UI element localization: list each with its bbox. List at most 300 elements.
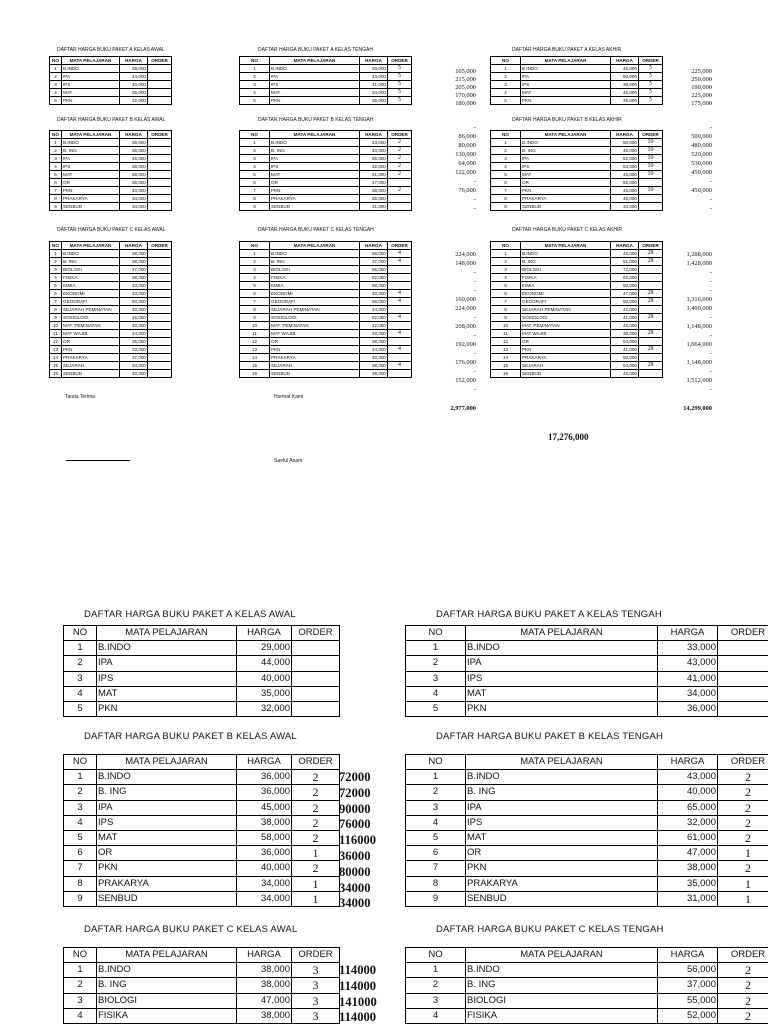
- row-order: 10: [639, 155, 663, 163]
- row-order: 2: [718, 861, 768, 876]
- row-price: 38,000: [237, 1008, 292, 1023]
- row-no: 2: [406, 656, 466, 671]
- table-header: [64, 755, 340, 770]
- table-row: [406, 830, 768, 845]
- row-no: 3: [240, 155, 270, 163]
- table-row: [50, 89, 172, 97]
- row-price: 36,000: [237, 785, 292, 800]
- row-price: 61,000: [360, 171, 388, 179]
- row-subject: SENBUD: [270, 370, 360, 378]
- row-price: 31,000: [658, 891, 718, 906]
- header-no: NO: [240, 131, 270, 139]
- row-price: 52,000: [611, 155, 639, 163]
- line-total: -: [666, 204, 712, 213]
- row-price: 56,000: [360, 298, 388, 306]
- row-subject: B. ING: [62, 258, 120, 266]
- subtotal-tengah: 2,977,000: [430, 405, 476, 412]
- table-row: [240, 73, 412, 81]
- table-header: [491, 131, 663, 139]
- header-no: NO: [64, 626, 97, 641]
- row-subject: B.INDO: [270, 139, 360, 147]
- row-price: 58,000: [120, 171, 148, 179]
- row-subject: MAT: [62, 171, 120, 179]
- table-row: [491, 266, 663, 274]
- row-subject: IPS: [466, 671, 658, 686]
- price-table: [239, 241, 412, 378]
- row-subject: B. ING: [97, 978, 237, 993]
- table-row: [50, 171, 172, 179]
- row-subject: PKN: [62, 346, 120, 354]
- table-row: [240, 306, 412, 314]
- row-price: 38,000: [360, 187, 388, 195]
- row-price: 55,000: [360, 266, 388, 274]
- row-price: 43,000: [658, 770, 718, 785]
- row-subject: OR: [521, 338, 611, 346]
- row-subject: MAT. PEMINATAN: [270, 322, 360, 330]
- table-row: [406, 701, 768, 716]
- row-subject: IPA: [97, 800, 237, 815]
- row-no: 5: [491, 171, 521, 179]
- row-price: 34,000: [120, 362, 148, 370]
- table-row: [406, 671, 768, 686]
- row-price: 45,000: [120, 155, 148, 163]
- line-total: -: [666, 385, 712, 394]
- table-row: [240, 139, 412, 147]
- row-no: 7: [240, 187, 270, 195]
- line-total: 34000: [339, 895, 399, 913]
- table-row: [491, 370, 663, 378]
- price-table: [49, 130, 172, 211]
- line-total: 1,400,000: [666, 304, 712, 313]
- row-order: [388, 370, 412, 378]
- row-no: 3: [50, 155, 62, 163]
- line-total: -: [666, 177, 712, 186]
- table-header: [64, 626, 340, 641]
- table-row: [491, 274, 663, 282]
- row-price: 46,000: [611, 322, 639, 330]
- table-row: [50, 195, 172, 203]
- row-subject: B. ING: [62, 147, 120, 155]
- row-order: 5: [639, 97, 663, 105]
- row-no: 3: [50, 81, 62, 89]
- row-price: 34,000: [120, 203, 148, 211]
- section-title: DAFTAR HARGA BUKU PAKET C KELAS TENGAH: [258, 227, 374, 233]
- header-order: ORDER: [639, 57, 663, 65]
- line-total: 76000: [339, 816, 399, 834]
- row-order: 2: [388, 171, 412, 179]
- header-price: HARGA: [611, 242, 639, 250]
- row-price: 32,000: [658, 815, 718, 830]
- table-row: [240, 346, 412, 354]
- row-subject: B.INDO: [97, 963, 237, 978]
- row-price: 44,000: [360, 346, 388, 354]
- row-no: 4: [491, 274, 521, 282]
- header-subject: MATA PELAJARAN: [97, 755, 237, 770]
- row-no: 4: [240, 274, 270, 282]
- row-price: 40,000: [237, 671, 292, 686]
- row-subject: B.INDO: [466, 770, 658, 785]
- table-header: [406, 626, 768, 641]
- line-total: 1,288,000: [666, 250, 712, 259]
- table-row: [240, 370, 412, 378]
- line-total: -: [430, 177, 476, 186]
- row-subject: GEOGRAFI: [62, 298, 120, 306]
- row-no: 3: [240, 266, 270, 274]
- line-total: 114000: [339, 962, 399, 980]
- row-no: 3: [491, 155, 521, 163]
- header-price: HARGA: [360, 242, 388, 250]
- table-row: [491, 338, 663, 346]
- row-price: 38,000: [658, 861, 718, 876]
- row-no: 2: [240, 147, 270, 155]
- row-subject: MAT WAJIB: [521, 330, 611, 338]
- row-no: 3: [406, 993, 466, 1008]
- row-order: [148, 354, 172, 362]
- table-row: [50, 147, 172, 155]
- header-price: HARGA: [658, 948, 718, 963]
- line-total: -: [430, 385, 476, 394]
- row-subject: MAT WAJIB: [62, 330, 120, 338]
- header-subject: MATA PELAJARAN: [466, 626, 658, 641]
- row-price: 40,000: [120, 370, 148, 378]
- row-order: [148, 171, 172, 179]
- row-no: 5: [64, 701, 97, 716]
- table-row: [491, 314, 663, 322]
- table-row: [240, 338, 412, 346]
- row-price: 36,000: [658, 701, 718, 716]
- row-price: 43,000: [360, 73, 388, 81]
- table-row: [64, 876, 340, 891]
- row-subject: PKN: [521, 97, 611, 105]
- row-price: 54,000: [611, 362, 639, 370]
- table-row: [491, 179, 663, 187]
- header-subject: MATA PELAJARAN: [521, 57, 611, 65]
- table-header: [240, 57, 412, 65]
- row-no: 5: [50, 282, 62, 290]
- row-order: [718, 641, 768, 656]
- row-subject: PKN: [270, 97, 360, 105]
- row-subject: PRAKARYA: [521, 354, 611, 362]
- line-total: 86,000: [430, 132, 476, 141]
- table-row: [50, 362, 172, 370]
- price-table: [49, 56, 172, 105]
- row-no: 5: [50, 171, 62, 179]
- row-no: 7: [50, 187, 62, 195]
- row-no: 9: [491, 203, 521, 211]
- row-subject: B. ING: [97, 785, 237, 800]
- header-order: ORDER: [639, 131, 663, 139]
- row-order: 2: [718, 800, 768, 815]
- table-row: [50, 266, 172, 274]
- line-total: -: [430, 195, 476, 204]
- row-subject: SENBUD: [62, 370, 120, 378]
- row-price: 45,000: [611, 171, 639, 179]
- row-no: 1: [240, 139, 270, 147]
- table-row: [240, 171, 412, 179]
- line-total: 1,316,000: [666, 295, 712, 304]
- table-header: [50, 131, 172, 139]
- row-subject: IPS: [62, 163, 120, 171]
- row-price: 50,000: [611, 282, 639, 290]
- header-subject: MATA PELAJARAN: [270, 242, 360, 250]
- row-subject: FISIKA: [521, 274, 611, 282]
- row-order: [292, 686, 340, 701]
- row-subject: GEOGRAFI: [521, 298, 611, 306]
- row-no: 2: [491, 258, 521, 266]
- row-price: 58,000: [360, 282, 388, 290]
- line-total: -: [430, 123, 476, 132]
- row-price: 48,000: [611, 195, 639, 203]
- row-price: 51,000: [611, 258, 639, 266]
- table-row: [50, 97, 172, 105]
- line-total: 224,000: [430, 250, 476, 259]
- table-row: [50, 179, 172, 187]
- header-no: NO: [406, 948, 466, 963]
- table-row: [50, 203, 172, 211]
- row-no: 3: [240, 81, 270, 89]
- row-order: [639, 274, 663, 282]
- row-subject: B.INDO: [521, 250, 611, 258]
- header-order: ORDER: [388, 131, 412, 139]
- row-no: 11: [240, 330, 270, 338]
- table-row: [491, 187, 663, 195]
- row-order: 2: [388, 187, 412, 195]
- row-no: 5: [406, 701, 466, 716]
- row-order: 28: [639, 362, 663, 370]
- table-row: [491, 346, 663, 354]
- row-order: 2: [292, 830, 340, 845]
- row-no: 7: [491, 187, 521, 195]
- line-total: 225,000: [666, 91, 712, 100]
- row-price: 35,000: [120, 338, 148, 346]
- row-price: 40,000: [360, 290, 388, 298]
- row-order: [639, 195, 663, 203]
- row-price: 45,000: [611, 370, 639, 378]
- row-subject: MAT WAJIB: [270, 330, 360, 338]
- row-subject: B. ING: [466, 785, 658, 800]
- table-row: [240, 250, 412, 258]
- table-row: [491, 97, 663, 105]
- row-price: 47,000: [658, 846, 718, 861]
- table-row: [50, 354, 172, 362]
- line-total: -: [666, 331, 712, 340]
- row-price: 35,000: [120, 89, 148, 97]
- header-subject: MATA PELAJARAN: [270, 57, 360, 65]
- table-header: [491, 242, 663, 250]
- row-order: 10: [639, 163, 663, 171]
- row-subject: SENBUD: [521, 203, 611, 211]
- row-order: 2: [718, 978, 768, 993]
- header-no: NO: [491, 242, 521, 250]
- header-price: HARGA: [120, 131, 148, 139]
- row-no: 2: [64, 785, 97, 800]
- row-subject: PKN: [521, 187, 611, 195]
- table-row: [50, 81, 172, 89]
- row-price: 44,000: [360, 306, 388, 314]
- row-subject: PRAKARYA: [270, 195, 360, 203]
- row-no: 16: [491, 370, 521, 378]
- row-price: 40,000: [360, 354, 388, 362]
- table-row: [491, 250, 663, 258]
- row-price: 36,000: [237, 846, 292, 861]
- row-price: 38,000: [120, 258, 148, 266]
- row-order: 2: [292, 785, 340, 800]
- table-row: [64, 701, 340, 716]
- row-subject: PRAKARYA: [97, 876, 237, 891]
- row-subject: FISIKA: [97, 1008, 237, 1023]
- row-no: 7: [50, 298, 62, 306]
- line-total: 170,000: [430, 91, 476, 100]
- line-total: 165,000: [430, 67, 476, 76]
- price-table: [63, 754, 340, 907]
- line-total: 224,000: [430, 304, 476, 313]
- line-total: 500,000: [666, 132, 712, 141]
- header-price: HARGA: [611, 131, 639, 139]
- row-order: 10: [639, 147, 663, 155]
- header-price: HARGA: [120, 57, 148, 65]
- row-no: 15: [491, 362, 521, 370]
- row-price: 45,000: [120, 314, 148, 322]
- table-row: [491, 81, 663, 89]
- table-row: [64, 830, 340, 845]
- row-no: 1: [64, 770, 97, 785]
- row-no: 3: [50, 266, 62, 274]
- row-price: 36,000: [120, 179, 148, 187]
- table-row: [64, 671, 340, 686]
- row-no: 1: [240, 250, 270, 258]
- row-order: [292, 641, 340, 656]
- row-no: 1: [491, 250, 521, 258]
- header-order: ORDER: [148, 131, 172, 139]
- row-order: 2: [388, 163, 412, 171]
- table-row: [240, 258, 412, 266]
- line-total: 114000: [339, 978, 399, 996]
- row-no: 9: [240, 203, 270, 211]
- row-no: 15: [50, 362, 62, 370]
- row-subject: PKN: [521, 346, 611, 354]
- row-subject: MAT. PEMINATAN: [62, 322, 120, 330]
- row-price: 40,000: [237, 861, 292, 876]
- table-row: [64, 891, 340, 906]
- row-subject: BIOLOGI: [62, 266, 120, 274]
- header-price: HARGA: [360, 57, 388, 65]
- line-total: 160,000: [430, 295, 476, 304]
- row-price: 41,000: [611, 314, 639, 322]
- line-total: 250,000: [666, 75, 712, 84]
- table-row: [240, 97, 412, 105]
- section-title: DAFTAR HARGA BUKU PAKET B KELAS TENGAH: [258, 117, 374, 123]
- table-header: [240, 242, 412, 250]
- row-order: 5: [388, 89, 412, 97]
- table-header: [240, 131, 412, 139]
- line-total: -: [666, 286, 712, 295]
- row-subject: IPS: [270, 81, 360, 89]
- row-subject: SENBUD: [97, 891, 237, 906]
- header-no: NO: [240, 242, 270, 250]
- header-no: NO: [240, 57, 270, 65]
- row-price: 45,000: [611, 187, 639, 195]
- row-subject: EKONOMI: [521, 290, 611, 298]
- section-title: DAFTAR HARGA BUKU PAKET A KELAS AKHIR: [512, 47, 621, 53]
- row-order: [148, 179, 172, 187]
- section-title: DAFTAR HARGA BUKU PAKET B KELAS TENGAH: [436, 731, 663, 742]
- row-order: 5: [388, 65, 412, 73]
- row-order: 4: [388, 290, 412, 298]
- row-subject: PKN: [62, 187, 120, 195]
- row-no: 9: [240, 314, 270, 322]
- table-row: [406, 978, 768, 993]
- row-price: 52,000: [360, 314, 388, 322]
- section-title: DAFTAR HARGA BUKU PAKET A KELAS AWAL: [57, 47, 165, 53]
- row-no: 3: [491, 81, 521, 89]
- row-no: 5: [50, 97, 62, 105]
- price-table: [49, 241, 172, 378]
- row-price: 40,000: [120, 306, 148, 314]
- row-no: 11: [491, 330, 521, 338]
- row-no: 2: [50, 147, 62, 155]
- row-order: 4: [388, 298, 412, 306]
- row-order: 4: [388, 258, 412, 266]
- row-order: 5: [639, 73, 663, 81]
- row-subject: SEJARAH PEMINATAN: [270, 306, 360, 314]
- row-no: 1: [406, 641, 466, 656]
- table-row: [491, 147, 663, 155]
- line-total: -: [666, 195, 712, 204]
- table-row: [64, 686, 340, 701]
- row-no: 1: [406, 770, 466, 785]
- row-no: 4: [240, 89, 270, 97]
- row-subject: B. ING: [521, 147, 611, 155]
- table-row: [50, 155, 172, 163]
- row-subject: MAT: [97, 830, 237, 845]
- table-row: [406, 686, 768, 701]
- header-order: ORDER: [718, 755, 768, 770]
- row-price: 32,000: [120, 97, 148, 105]
- row-no: 4: [50, 274, 62, 282]
- row-no: 6: [240, 179, 270, 187]
- row-price: 35,000: [360, 195, 388, 203]
- row-order: 4: [388, 346, 412, 354]
- row-order: 2: [292, 861, 340, 876]
- table-row: [240, 354, 412, 362]
- row-order: [388, 274, 412, 282]
- line-total: 72000: [339, 769, 399, 787]
- row-subject: BIOLOGI: [521, 266, 611, 274]
- row-order: 2: [718, 830, 768, 845]
- section-title: DAFTAR HARGA BUKU PAKET B KELAS AWAL: [84, 731, 297, 742]
- table-row: [491, 322, 663, 330]
- table-row: [50, 338, 172, 346]
- header-subject: MATA PELAJARAN: [97, 626, 237, 641]
- table-row: [240, 322, 412, 330]
- section-title: DAFTAR HARGA BUKU PAKET C KELAS AWAL: [57, 227, 166, 233]
- table-row: [491, 155, 663, 163]
- table-row: [64, 800, 340, 815]
- row-subject: B. ING: [466, 978, 658, 993]
- row-subject: FISIKA: [62, 274, 120, 282]
- row-price: 38,000: [237, 963, 292, 978]
- row-order: [388, 322, 412, 330]
- row-subject: BIOLOGI: [466, 993, 658, 1008]
- row-price: 33,000: [360, 65, 388, 73]
- row-order: 28: [639, 330, 663, 338]
- header-no: NO: [50, 131, 62, 139]
- row-subject: PKN: [270, 187, 360, 195]
- header-order: ORDER: [639, 242, 663, 250]
- row-subject: BIOLOGI: [270, 266, 360, 274]
- table-row: [64, 993, 340, 1008]
- row-no: 14: [240, 354, 270, 362]
